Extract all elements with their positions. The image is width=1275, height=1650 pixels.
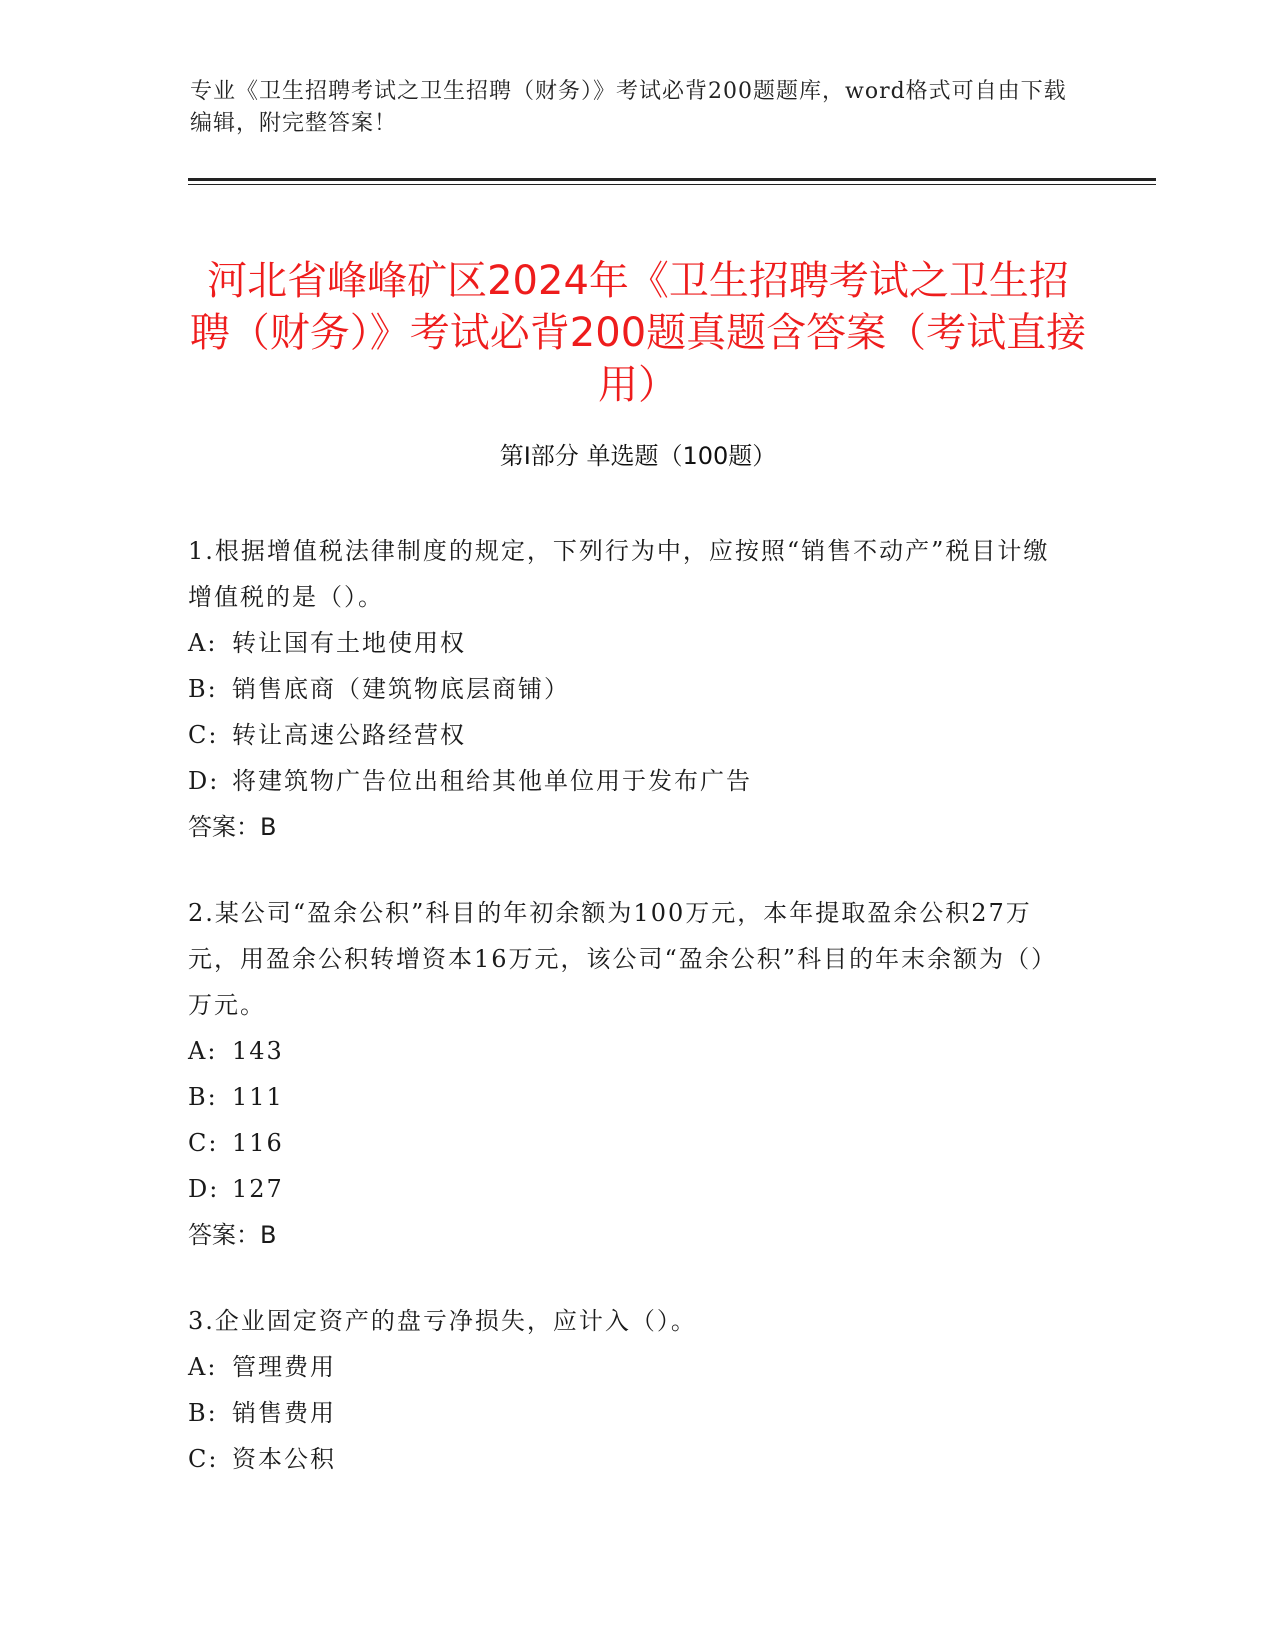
option-text: 管理费用 xyxy=(232,1353,336,1381)
question-3 xyxy=(188,1298,1068,1482)
answer-line: 答案：B xyxy=(188,1221,277,1249)
answer-line: 答案：B xyxy=(188,813,277,841)
option-text: 将建筑物广告位出租给其他单位用于发布广告 xyxy=(232,767,752,795)
option-d xyxy=(188,1166,1068,1212)
option-text: 116 xyxy=(232,1129,284,1157)
document-title: 河北省峰峰矿区2024年《卫生招聘考试之卫生招聘（财务）》考试必背200题真题含答案（考试直接用） xyxy=(189,257,1087,408)
header-note: 专业《卫生招聘考试之卫生招聘（财务）》考试必背200题题库，word格式可自由下载编辑，附完整答案！ xyxy=(190,79,1067,136)
header-rule-thin xyxy=(188,184,1156,185)
option-text: 转让国有土地使用权 xyxy=(232,629,466,657)
option-text: 销售费用 xyxy=(232,1399,336,1427)
section-heading: 第Ⅰ部分 单选题（100题） xyxy=(499,442,777,470)
option-key: C: xyxy=(188,721,219,749)
question-1 xyxy=(188,528,1068,850)
option-key: D: xyxy=(188,1175,220,1203)
header-rule-thick xyxy=(188,178,1156,181)
option-text: 111 xyxy=(232,1083,284,1111)
option-c xyxy=(188,1120,1068,1166)
option-key: B: xyxy=(188,1399,218,1427)
option-b xyxy=(188,1074,1068,1120)
option-a xyxy=(188,1344,1068,1390)
option-a xyxy=(188,1028,1068,1074)
option-c xyxy=(188,1436,1068,1482)
option-key: C: xyxy=(188,1129,219,1157)
option-b xyxy=(188,1390,1068,1436)
option-text: 127 xyxy=(232,1175,284,1203)
option-key: A: xyxy=(188,1037,218,1065)
option-text: 143 xyxy=(232,1037,284,1065)
option-c xyxy=(188,712,1068,758)
option-key: D: xyxy=(188,767,220,795)
question-stem: 2.某公司“盈余公积”科目的年初余额为100万元，本年提取盈余公积27万元，用盈余公积转增资本16万元，该公司“盈余公积”科目的年末余额为（）万元。 xyxy=(188,899,1058,1019)
option-text: 资本公积 xyxy=(232,1445,336,1473)
option-key: A: xyxy=(188,629,218,657)
option-key: A: xyxy=(188,1353,218,1381)
option-b xyxy=(188,666,1068,712)
question-2 xyxy=(188,890,1068,1258)
option-d xyxy=(188,758,1068,804)
option-text: 销售底商（建筑物底层商铺） xyxy=(232,675,570,703)
option-text: 转让高速公路经营权 xyxy=(232,721,466,749)
option-key: B: xyxy=(188,675,218,703)
question-list xyxy=(188,528,1068,1522)
option-key: B: xyxy=(188,1083,218,1111)
option-a xyxy=(188,620,1068,666)
question-stem: 1.根据增值税法律制度的规定，下列行为中，应按照“销售不动产”税目计缴增值税的是（）。 xyxy=(188,537,1050,611)
option-key: C: xyxy=(188,1445,219,1473)
question-stem: 3.企业固定资产的盘亏净损失，应计入（）。 xyxy=(188,1307,697,1335)
